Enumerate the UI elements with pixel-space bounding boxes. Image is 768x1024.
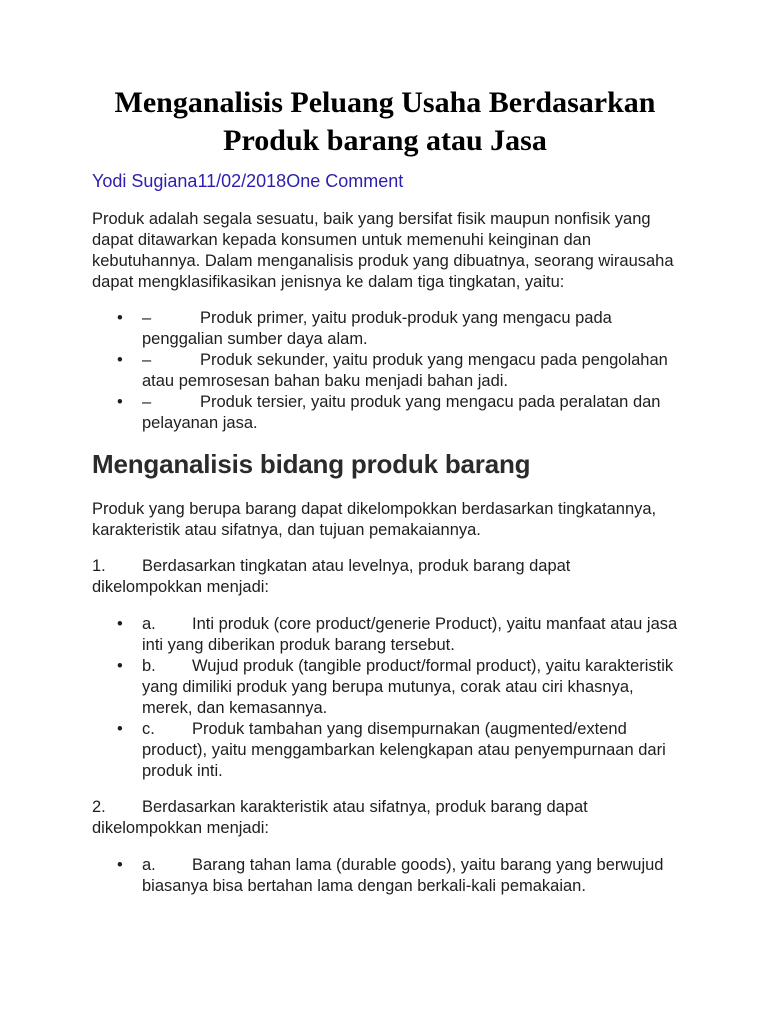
point-text: Berdasarkan tingkatan atau levelnya, produk barang dapat dikelompokkan menjadi:: [92, 557, 571, 596]
byline: [92, 170, 678, 192]
page-title-line-2: Produk barang atau Jasa: [223, 124, 547, 157]
list-marker: –: [142, 351, 152, 369]
point-number: 1.: [92, 557, 106, 575]
numbered-point-2: [92, 797, 678, 839]
list-marker: c.: [142, 720, 155, 738]
list-item-produk-tersier: [142, 392, 678, 434]
section-heading: Menganalisis bidang produk barang: [92, 449, 531, 479]
list-marker: a.: [142, 615, 156, 633]
list-item-produk-primer: [142, 308, 678, 350]
list-item-produk-tambahan: [142, 719, 678, 782]
list-marker: –: [142, 309, 152, 327]
list-marker: b.: [142, 657, 156, 675]
post-date-link[interactable]: 11/02/2018: [197, 171, 287, 191]
list-marker: –: [142, 393, 152, 411]
author-link[interactable]: Yodi Sugiana: [92, 171, 198, 191]
point-number: 2.: [92, 798, 106, 816]
list-item-text: Produk tersier, yaitu produk yang mengacu pada peralatan dan pelayanan jasa.: [142, 393, 661, 432]
list-item-produk-sekunder: [142, 350, 678, 392]
comments-link[interactable]: One Comment: [286, 171, 404, 191]
intro-paragraph: Produk adalah segala sesuatu, baik yang bersifat fisik maupun nonfisik yang dapat ditawarkan kepada konsumen untuk memenuhi keinginan dan kebutuhannya. Dalam menganalisis produk yang dibuatnya, seorang wirausaha dapat mengklasifikasikan jenisnya ke dalam tiga tingkatan, yaitu:: [92, 210, 674, 291]
product-level-list: [92, 614, 678, 782]
list-item-text: Produk sekunder, yaitu produk yang mengacu pada pengolahan atau pemrosesan bahan baku menjadi bahan jadi.: [142, 351, 668, 390]
list-marker: a.: [142, 856, 156, 874]
list-item-barang-tahan-lama: [142, 855, 678, 897]
section-intro-paragraph: Produk yang berupa barang dapat dikelompokkan berdasarkan tingkatannya, karakteristik atau sifatnya, dan tujuan pemakaiannya.: [92, 500, 657, 539]
numbered-point-1: [92, 556, 678, 598]
list-item-text: Wujud produk (tangible product/formal product), yaitu karakteristik yang dimiliki produk yang berupa mutunya, corak atau ciri khasnya, merek, dan kemasannya.: [142, 657, 674, 717]
point-text: Berdasarkan karakteristik atau sifatnya, produk barang dapat dikelompokkan menjadi:: [92, 798, 588, 837]
page-title: [92, 84, 678, 160]
list-item-text: Produk tambahan yang disempurnakan (augmented/extend product), yaitu menggambarkan kelengkapan atau penyempurnaan dari produk inti.: [142, 720, 666, 780]
product-tier-list: [92, 308, 678, 434]
list-item-wujud-produk: [142, 656, 678, 719]
page-title-line-1: Menganalisis Peluang Usaha Berdasarkan: [114, 86, 656, 119]
list-item-inti-produk: [142, 614, 678, 656]
list-item-text: Produk primer, yaitu produk-produk yang mengacu pada penggalian sumber daya alam.: [142, 309, 612, 348]
list-item-text: Barang tahan lama (durable goods), yaitu barang yang berwujud biasanya bisa bertahan lama dengan berkali-kali pemakaian.: [142, 856, 664, 895]
product-characteristic-list: [92, 855, 678, 897]
list-item-text: Inti produk (core product/generie Product), yaitu manfaat atau jasa inti yang diberikan produk barang tersebut.: [142, 615, 678, 654]
